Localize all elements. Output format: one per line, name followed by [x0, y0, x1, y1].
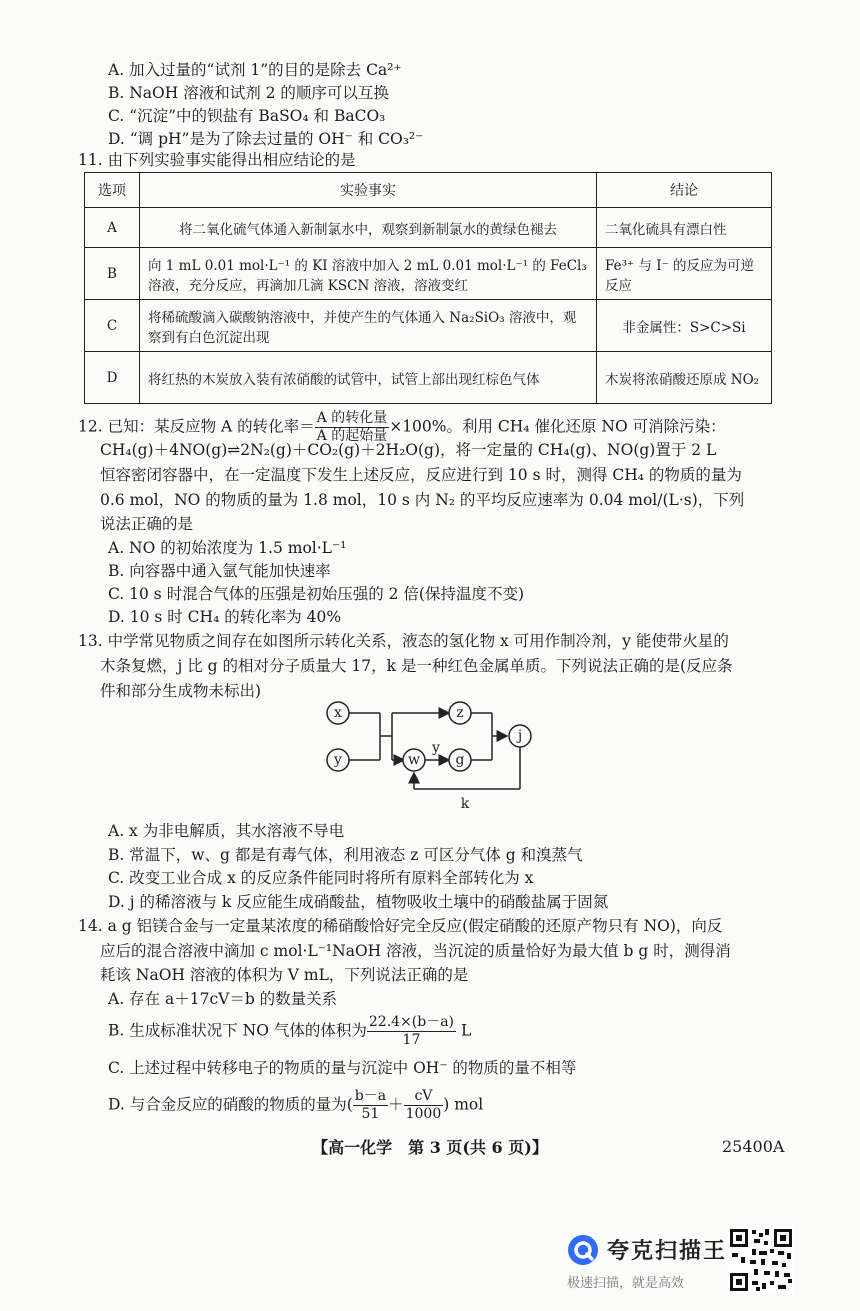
fraction-denominator: 17	[402, 1032, 421, 1048]
q12-stem-suffix: ×100%。利用 CH₄ 催化还原 NO 可消除污染：	[389, 417, 726, 436]
watermark-brand-name: 夸克扫描王	[607, 1239, 728, 1264]
table-row	[85, 300, 772, 352]
fraction-denominator: 1000	[405, 1106, 442, 1122]
q10-option-d: D. “调 pH”是为了除去过量的 OH⁻ 和 CO₃²⁻	[108, 130, 424, 148]
q14-option-c: C. 上述过程中转移电子的物质的量与沉淀中 OH⁻ 的物质的量不相等	[108, 1059, 577, 1077]
arrow-label-k: k	[460, 796, 470, 812]
qr-code-icon	[728, 1227, 794, 1293]
row-fact: 将红热的木炭放入装有浓硝酸的试管中，试管上部出现红棕色气体	[140, 352, 597, 404]
fraction-denominator: A 的起始量	[316, 428, 388, 444]
header-option: 选项	[85, 173, 140, 208]
fraction-numerator: 22.4×(b－a)	[368, 1014, 455, 1030]
fraction-denominator: 51	[361, 1106, 380, 1122]
q13-text-line: 木条复燃，j 比 g 的相对分子质量大 17，k 是一种红色金属单质。下列说法正确的是(反应条	[100, 657, 733, 675]
row-option: A	[85, 208, 140, 248]
exam-code: 25400A	[722, 1137, 785, 1156]
plus-sign: ＋	[388, 1095, 404, 1114]
q13-option-d: D. j 的稀溶液与 k 反应能生成硝酸盐，植物吸收土壤中的硝酸盐属于固氮	[108, 893, 609, 911]
q12-option-d: D. 10 s 时 CH₄ 的转化率为 40%	[108, 608, 342, 626]
volume-fraction	[367, 1014, 456, 1049]
q14-stem: 14. a g 铝镁合金与一定量某浓度的稀硝酸恰好完全反应(假定硝酸的还原产物只有 NO)，向反	[78, 917, 723, 935]
q14-text-line: 耗该 NaOH 溶液的体积为 V mL，下列说法正确的是	[100, 966, 469, 984]
header-fact: 实验事实	[140, 173, 597, 208]
row-conclusion: 非金属性：S>C>Si	[597, 300, 772, 352]
node-y-label: y	[334, 752, 342, 768]
q12-text-line: 0.6 mol，NO 的物质的量为 1.8 mol，10 s 内 N₂ 的平均反应速率为 0.04 mol/(L·s)，下列	[100, 491, 745, 509]
q13-option-a: A. x 为非电解质，其水溶液不导电	[108, 822, 345, 840]
q12-option-c: C. 10 s 时混合气体的压强是初始压强的 2 倍(保持温度不变)	[108, 585, 525, 603]
option-d-prefix: D. 与合金反应的硝酸的物质的量为(	[108, 1095, 353, 1114]
q12-equation-line: CH₄(g)＋4NO(g)⇌2N₂(g)＋CO₂(g)＋2H₂O(g)，将一定量的 CH₄(g)、NO(g)置于 2 L	[100, 441, 717, 459]
q11-stem: 11. 由下列实验事实能得出相应结论的是	[78, 151, 356, 169]
q14-text-line: 应后的混合溶液中滴加 c mol·L⁻¹NaOH 溶液，当沉淀的质量恰好为最大值 b g 时，测得消	[100, 942, 731, 960]
q11-table	[84, 172, 772, 404]
table-row	[85, 208, 772, 248]
q13-stem: 13. 中学常见物质之间存在如图所示转化关系，液态的氢化物 x 可用作制冷剂，y 能使带火星的	[78, 632, 729, 650]
row-fact: 向 1 mL 0.01 mol·L⁻¹ 的 KI 溶液中加入 2 mL 0.01 mol·L⁻¹ 的 FeCl₃ 溶液，充分反应，再滴加几滴 KSCN 溶液，溶液变红	[140, 248, 597, 300]
q14-option-a: A. 存在 a＋17cV＝b 的数量关系	[108, 990, 338, 1008]
node-w-label: w	[408, 752, 420, 768]
option-d-suffix: ) mol	[443, 1095, 484, 1114]
arrow-label-y: y	[432, 740, 440, 756]
page-footer: 【高一化学 第 3 页(共 6 页)】	[312, 1138, 548, 1157]
node-z-label: z	[456, 705, 464, 721]
moles-fraction-2	[404, 1088, 444, 1123]
q13-option-c: C. 改变工业合成 x 的反应条件能同时将所有原料全部转化为 x	[108, 869, 534, 887]
q14-option-d	[108, 1088, 483, 1123]
q13-text-line: 件和部分生成物未标出)	[100, 682, 262, 700]
row-fact: 将二氧化硫气体通入新制氯水中，观察到新制氯水的黄绿色褪去	[140, 208, 597, 248]
row-option: C	[85, 300, 140, 352]
quark-logo-icon	[567, 1234, 599, 1266]
node-j-label: j	[517, 728, 523, 744]
q12-text-line: 恒容密闭容器中，在一定温度下发生上述反应，反应进行到 10 s 时，测得 CH₄ 的物质的量为	[100, 466, 742, 484]
q12-stem-prefix: 12. 已知：某反应物 A 的转化率＝	[78, 417, 315, 436]
row-conclusion: 二氧化硫具有漂白性	[597, 208, 772, 248]
option-b-prefix: B. 生成标准状况下 NO 气体的体积为	[108, 1021, 367, 1040]
row-option: B	[85, 248, 140, 300]
row-conclusion: Fe³⁺ 与 I⁻ 的反应为可逆反应	[597, 248, 772, 300]
option-b-suffix: L	[456, 1021, 472, 1040]
q12-option-a: A. NO 的初始浓度为 1.5 mol·L⁻¹	[108, 539, 347, 557]
q12-text-line: 说法正确的是	[100, 515, 194, 533]
table-row	[85, 352, 772, 404]
q13-option-b: B. 常温下，w、g 都是有毒气体，利用液态 z 可区分气体 g 和溴蒸气	[108, 846, 583, 864]
watermark-slogan: 极速扫描，就是高效	[567, 1276, 685, 1291]
q11-table-header	[85, 173, 772, 208]
fraction-numerator: b－a	[354, 1088, 387, 1104]
q10-option-c: C. “沉淀”中的钡盐有 BaSO₄ 和 BaCO₃	[108, 107, 386, 125]
conversion-diagram	[310, 698, 540, 848]
q10-option-b: B. NaOH 溶液和试剂 2 的顺序可以互换	[108, 84, 389, 102]
table-row	[85, 248, 772, 300]
node-g-label: g	[455, 752, 465, 768]
q10-option-a: A. 加入过量的“试剂 1”的目的是除去 Ca²⁺	[108, 61, 402, 79]
fraction-numerator: A 的转化量	[316, 410, 388, 426]
row-fact: 将稀硫酸滴入碳酸钠溶液中，并使产生的气体通入 Na₂SiO₃ 溶液中，观察到有白色沉淀出现	[140, 300, 597, 352]
q12-option-b: B. 向容器中通入氩气能加快速率	[108, 562, 331, 580]
row-conclusion: 木炭将浓硝酸还原成 NO₂	[597, 352, 772, 404]
node-x-label: x	[334, 705, 342, 721]
row-option: D	[85, 352, 140, 404]
fraction-numerator: cV	[404, 1088, 444, 1106]
header-conclusion: 结论	[597, 173, 772, 208]
moles-fraction-1	[353, 1088, 388, 1123]
q14-option-b	[108, 1014, 471, 1049]
